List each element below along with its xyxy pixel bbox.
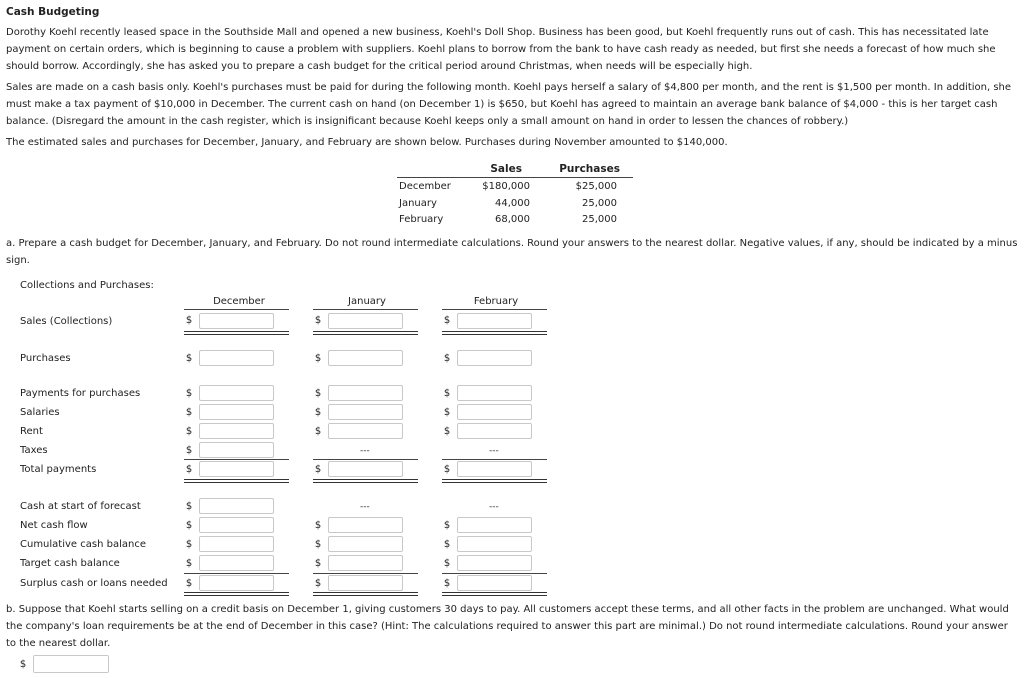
- subtotal-rule: [442, 459, 547, 460]
- cash-start-december-input[interactable]: [199, 498, 274, 514]
- currency-symbol: $: [443, 520, 451, 531]
- row-label-payments-for-purchases: Payments for purchases: [20, 388, 141, 399]
- not-applicable-marker: ---: [489, 502, 499, 512]
- rent-february-input[interactable]: [457, 423, 532, 439]
- double-rule: [313, 479, 418, 483]
- cumulative-balance-february-input[interactable]: [457, 536, 532, 552]
- section-label: Collections and Purchases:: [20, 280, 154, 291]
- double-rule: [442, 592, 547, 596]
- purchases-december-input[interactable]: [199, 350, 274, 366]
- currency-symbol: $: [185, 501, 193, 512]
- currency-symbol: $: [19, 659, 27, 670]
- table-purchases-value: 25,000: [582, 198, 617, 209]
- part-a-question: a. Prepare a cash budget for December, January, and February. Do not round intermediate calculations. Round your answers to the nearest dollar. Negative values, if any, should be indicated by a minus sign.: [6, 238, 1018, 266]
- row-label-total-payments: Total payments: [20, 464, 97, 475]
- total-payments-december-input[interactable]: [199, 461, 274, 477]
- rent-december-input[interactable]: [199, 423, 274, 439]
- double-rule: [442, 479, 547, 483]
- net-cash-flow-december-input[interactable]: [199, 517, 274, 533]
- row-label-purchases: Purchases: [20, 353, 71, 364]
- net-cash-flow-january-input[interactable]: [328, 517, 403, 533]
- currency-symbol: $: [443, 353, 451, 364]
- payments-purchases-january-input[interactable]: [328, 385, 403, 401]
- double-rule: [313, 592, 418, 596]
- currency-symbol: $: [314, 426, 322, 437]
- table-sales-value: 68,000: [495, 214, 530, 225]
- subtotal-rule: [184, 573, 289, 574]
- salaries-january-input[interactable]: [328, 404, 403, 420]
- intro-paragraph-3: The estimated sales and purchases for December, January, and February are shown below. Purchases during November amounted to $140,000.: [6, 137, 728, 148]
- row-label-net-cash-flow: Net cash flow: [20, 520, 88, 531]
- total-payments-february-input[interactable]: [457, 461, 532, 477]
- table-month: February: [399, 214, 444, 225]
- currency-symbol: $: [185, 353, 193, 364]
- surplus-loans-january-input[interactable]: [328, 575, 403, 591]
- target-balance-february-input[interactable]: [457, 555, 532, 571]
- currency-symbol: $: [185, 520, 193, 531]
- double-rule: [313, 331, 418, 335]
- intro-paragraph-2: Sales are made on a cash basis only. Koehl's purchases must be paid for during the following month. Koehl pays herself a salary of $4,800 per month, and the rent is $1,500 per month. In addition, she must make a tax payment of $10,000 in December. The current cash on hand (on December 1) is $650, but Koehl has agreed to maintain an average bank balance of $4,000 - this is her target cash balance. (Disregard the amount in the cash register, which is insignificant because Koehl keeps only a small amount on hand in order to lessen the chances of robbery.): [6, 82, 1012, 127]
- intro-paragraph-1: Dorothy Koehl recently leased space in the Southside Mall and opened a new business, Koehl's Doll Shop. Business has been good, but Koehl frequently runs out of cash. This has necessitated late payment on certain orders, which is beginning to cause a problem with suppliers. Koehl plans to borrow from the bank to have cash ready as needed, but first she needs a forecast of how much she should borrow. Accordingly, she has asked you to prepare a cash budget for the critical period around Christmas, when needs will be especially high.: [6, 27, 996, 72]
- table-purchases-value: $25,000: [575, 181, 617, 192]
- row-label-salaries: Salaries: [20, 407, 60, 418]
- sales-collections-december-input[interactable]: [199, 313, 274, 329]
- currency-symbol: $: [443, 388, 451, 399]
- column-rule: [442, 309, 547, 310]
- sales-column-header: Sales: [490, 163, 522, 175]
- page-title: Cash Budgeting: [6, 6, 100, 18]
- not-applicable-marker: ---: [360, 502, 370, 512]
- currency-symbol: $: [185, 388, 193, 399]
- currency-symbol: $: [314, 388, 322, 399]
- salaries-february-input[interactable]: [457, 404, 532, 420]
- column-header-january: January: [348, 296, 386, 307]
- payments-purchases-december-input[interactable]: [199, 385, 274, 401]
- table-sales-value: $180,000: [482, 181, 530, 192]
- currency-symbol: $: [314, 315, 322, 326]
- currency-symbol: $: [185, 445, 193, 456]
- currency-symbol: $: [185, 539, 193, 550]
- purchases-february-input[interactable]: [457, 350, 532, 366]
- currency-symbol: $: [314, 353, 322, 364]
- table-month: December: [399, 181, 451, 192]
- row-label-surplus-or-loans: Surplus cash or loans needed: [20, 578, 168, 589]
- part-b-loan-requirement-input[interactable]: [33, 655, 109, 673]
- subtotal-rule: [442, 573, 547, 574]
- double-rule: [184, 479, 289, 483]
- taxes-december-input[interactable]: [199, 442, 274, 458]
- part-b-question: b. Suppose that Koehl starts selling on a credit basis on December 1, giving customers 30 days to pay. All customers accept these terms, and all other facts in the problem are unchanged. What would the company's loan requirements be at the end of December in this case? (Hint: The calculations required to answer this part are minimal.) Do not round intermediate calculations. Round your answer to the nearest dollar.: [6, 604, 1009, 649]
- currency-symbol: $: [185, 426, 193, 437]
- currency-symbol: $: [314, 578, 322, 589]
- table-header-rule: [397, 177, 633, 178]
- currency-symbol: $: [443, 464, 451, 475]
- currency-symbol: $: [314, 407, 322, 418]
- column-rule: [313, 309, 418, 310]
- currency-symbol: $: [314, 539, 322, 550]
- currency-symbol: $: [314, 520, 322, 531]
- subtotal-rule: [184, 459, 289, 460]
- surplus-loans-december-input[interactable]: [199, 575, 274, 591]
- column-header-december: December: [213, 296, 265, 307]
- total-payments-january-input[interactable]: [328, 461, 403, 477]
- sales-collections-january-input[interactable]: [328, 313, 403, 329]
- payments-purchases-february-input[interactable]: [457, 385, 532, 401]
- surplus-loans-february-input[interactable]: [457, 575, 532, 591]
- double-rule: [442, 331, 547, 335]
- purchases-january-input[interactable]: [328, 350, 403, 366]
- not-applicable-marker: ---: [489, 446, 499, 456]
- target-balance-december-input[interactable]: [199, 555, 274, 571]
- net-cash-flow-february-input[interactable]: [457, 517, 532, 533]
- subtotal-rule: [313, 459, 418, 460]
- sales-collections-february-input[interactable]: [457, 313, 532, 329]
- column-rule: [184, 309, 289, 310]
- purchases-column-header: Purchases: [559, 163, 620, 175]
- table-sales-value: 44,000: [495, 198, 530, 209]
- row-label-sales-collections: Sales (Collections): [20, 316, 113, 327]
- double-rule: [184, 331, 289, 335]
- currency-symbol: $: [314, 558, 322, 569]
- currency-symbol: $: [443, 558, 451, 569]
- not-applicable-marker: ---: [360, 446, 370, 456]
- currency-symbol: $: [185, 578, 193, 589]
- cumulative-balance-december-input[interactable]: [199, 536, 274, 552]
- currency-symbol: $: [443, 315, 451, 326]
- row-label-target-cash-balance: Target cash balance: [20, 558, 120, 569]
- row-label-rent: Rent: [20, 426, 43, 437]
- currency-symbol: $: [443, 578, 451, 589]
- currency-symbol: $: [443, 539, 451, 550]
- currency-symbol: $: [314, 464, 322, 475]
- row-label-taxes: Taxes: [20, 445, 48, 456]
- table-month: January: [399, 198, 437, 209]
- currency-symbol: $: [443, 407, 451, 418]
- salaries-december-input[interactable]: [199, 404, 274, 420]
- currency-symbol: $: [185, 315, 193, 326]
- currency-symbol: $: [443, 426, 451, 437]
- currency-symbol: $: [185, 464, 193, 475]
- column-header-february: February: [473, 296, 519, 307]
- target-balance-january-input[interactable]: [328, 555, 403, 571]
- currency-symbol: $: [185, 407, 193, 418]
- currency-symbol: $: [185, 558, 193, 569]
- table-purchases-value: 25,000: [582, 214, 617, 225]
- row-label-cumulative-cash-balance: Cumulative cash balance: [20, 539, 146, 550]
- double-rule: [184, 592, 289, 596]
- row-label-cash-at-start: Cash at start of forecast: [20, 501, 141, 512]
- rent-january-input[interactable]: [328, 423, 403, 439]
- cumulative-balance-january-input[interactable]: [328, 536, 403, 552]
- subtotal-rule: [313, 573, 418, 574]
